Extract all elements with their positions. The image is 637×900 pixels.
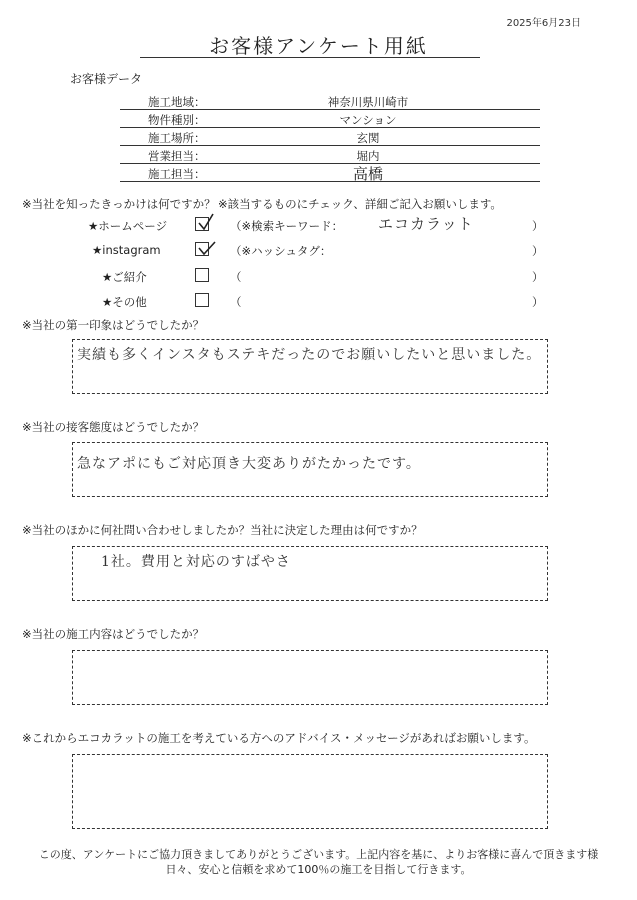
option-detail-close: ） — [532, 270, 544, 284]
checkbox-homepage[interactable] — [195, 217, 209, 231]
option-detail-label: （ — [230, 295, 242, 309]
customer-row-value: 玄関 — [356, 131, 380, 145]
customer-row — [120, 146, 540, 164]
option-detail-close: ） — [532, 219, 544, 233]
q1-question: ※当社を知ったきっかけは何ですか？ — [22, 197, 216, 211]
option-detail-label: （※検索キーワード： — [230, 219, 344, 233]
q3-question: ※当社の接客態度はどうでしたか？ — [22, 420, 205, 434]
customer-row-value: マンション — [339, 113, 397, 127]
option-detail-label: （※ハッシュタグ： — [230, 244, 332, 258]
q4-answer-box[interactable] — [72, 546, 548, 601]
search-keyword-value: エコカラット — [378, 215, 474, 233]
option-detail-close: ） — [532, 295, 544, 309]
checkbox-instagram[interactable] — [195, 242, 209, 256]
q2-question: ※当社の第一印象はどうでしたか？ — [22, 318, 205, 332]
q6-question: ※これからエコカラットの施工を考えている方へのアドバイス・メッセージがあればお願いします。 — [22, 731, 536, 745]
customer-row-label: 施工担当： — [148, 167, 206, 181]
q2-answer-box[interactable] — [72, 339, 548, 394]
customer-row-label: 営業担当： — [148, 149, 206, 163]
customer-row-value-handwritten: 高橋 — [352, 165, 383, 183]
q1-instruction: ※該当するものにチェック、詳細ご記入お願いします。 — [218, 197, 502, 211]
q3-answer-box[interactable] — [72, 442, 548, 497]
q5-answer-box[interactable] — [72, 650, 548, 705]
checkmark-icon — [196, 237, 216, 259]
footer-line: この度、アンケートにご協力頂きましてありがとうございます。上記内容を基に、よりお客様に喜んで頂きます様 — [38, 848, 599, 861]
q5-question: ※当社の施工内容はどうでしたか？ — [22, 627, 205, 641]
option-label-instagram: ★instagram — [92, 243, 161, 257]
footer-message — [0, 847, 637, 877]
option-label-other: ★その他 — [102, 295, 147, 309]
checkmark-icon — [196, 212, 216, 234]
customer-row-label: 物件種別： — [148, 113, 206, 127]
customer-row — [120, 92, 540, 110]
footer-line: 日々、安心と信頼を求めて100％の施工を目指して行きます。 — [165, 863, 472, 876]
customer-row — [120, 110, 540, 128]
survey-date: 2025年6月23日 — [506, 18, 581, 29]
customer-row — [120, 128, 540, 146]
customer-data-table — [120, 92, 540, 182]
customer-row-value: 神奈川県川崎市 — [327, 95, 409, 109]
option-label-homepage: ★ホームページ — [88, 219, 168, 233]
checkbox-referral[interactable] — [195, 268, 209, 282]
page-title: お客様アンケート用紙 — [209, 34, 428, 58]
q4-answer-text: 1社。費用と対応のすばやさ — [101, 554, 291, 570]
q2-answer-text: 実績も多くインスタもステキだったのでお願いしたいと思いました。 — [77, 347, 542, 363]
checkbox-other[interactable] — [195, 293, 209, 307]
q4-question: ※当社のほかに何社問い合わせしましたか？当社に決定した理由は何ですか？ — [22, 523, 423, 537]
option-label-referral: ★ご紹介 — [102, 270, 147, 284]
customer-row-label: 施工地域： — [148, 95, 206, 109]
option-detail-label: （ — [230, 270, 242, 284]
customer-row-value: 堀内 — [356, 149, 380, 163]
customer-row-label: 施工場所： — [148, 131, 206, 145]
customer-row — [120, 164, 540, 182]
q6-answer-box[interactable] — [72, 754, 548, 829]
customer-data-heading: お客様データ — [70, 72, 143, 86]
title-underline — [140, 57, 480, 58]
option-detail-close: ） — [532, 244, 544, 258]
q3-answer-text: 急なアポにもご対応頂き大変ありがたかったです。 — [77, 456, 421, 472]
